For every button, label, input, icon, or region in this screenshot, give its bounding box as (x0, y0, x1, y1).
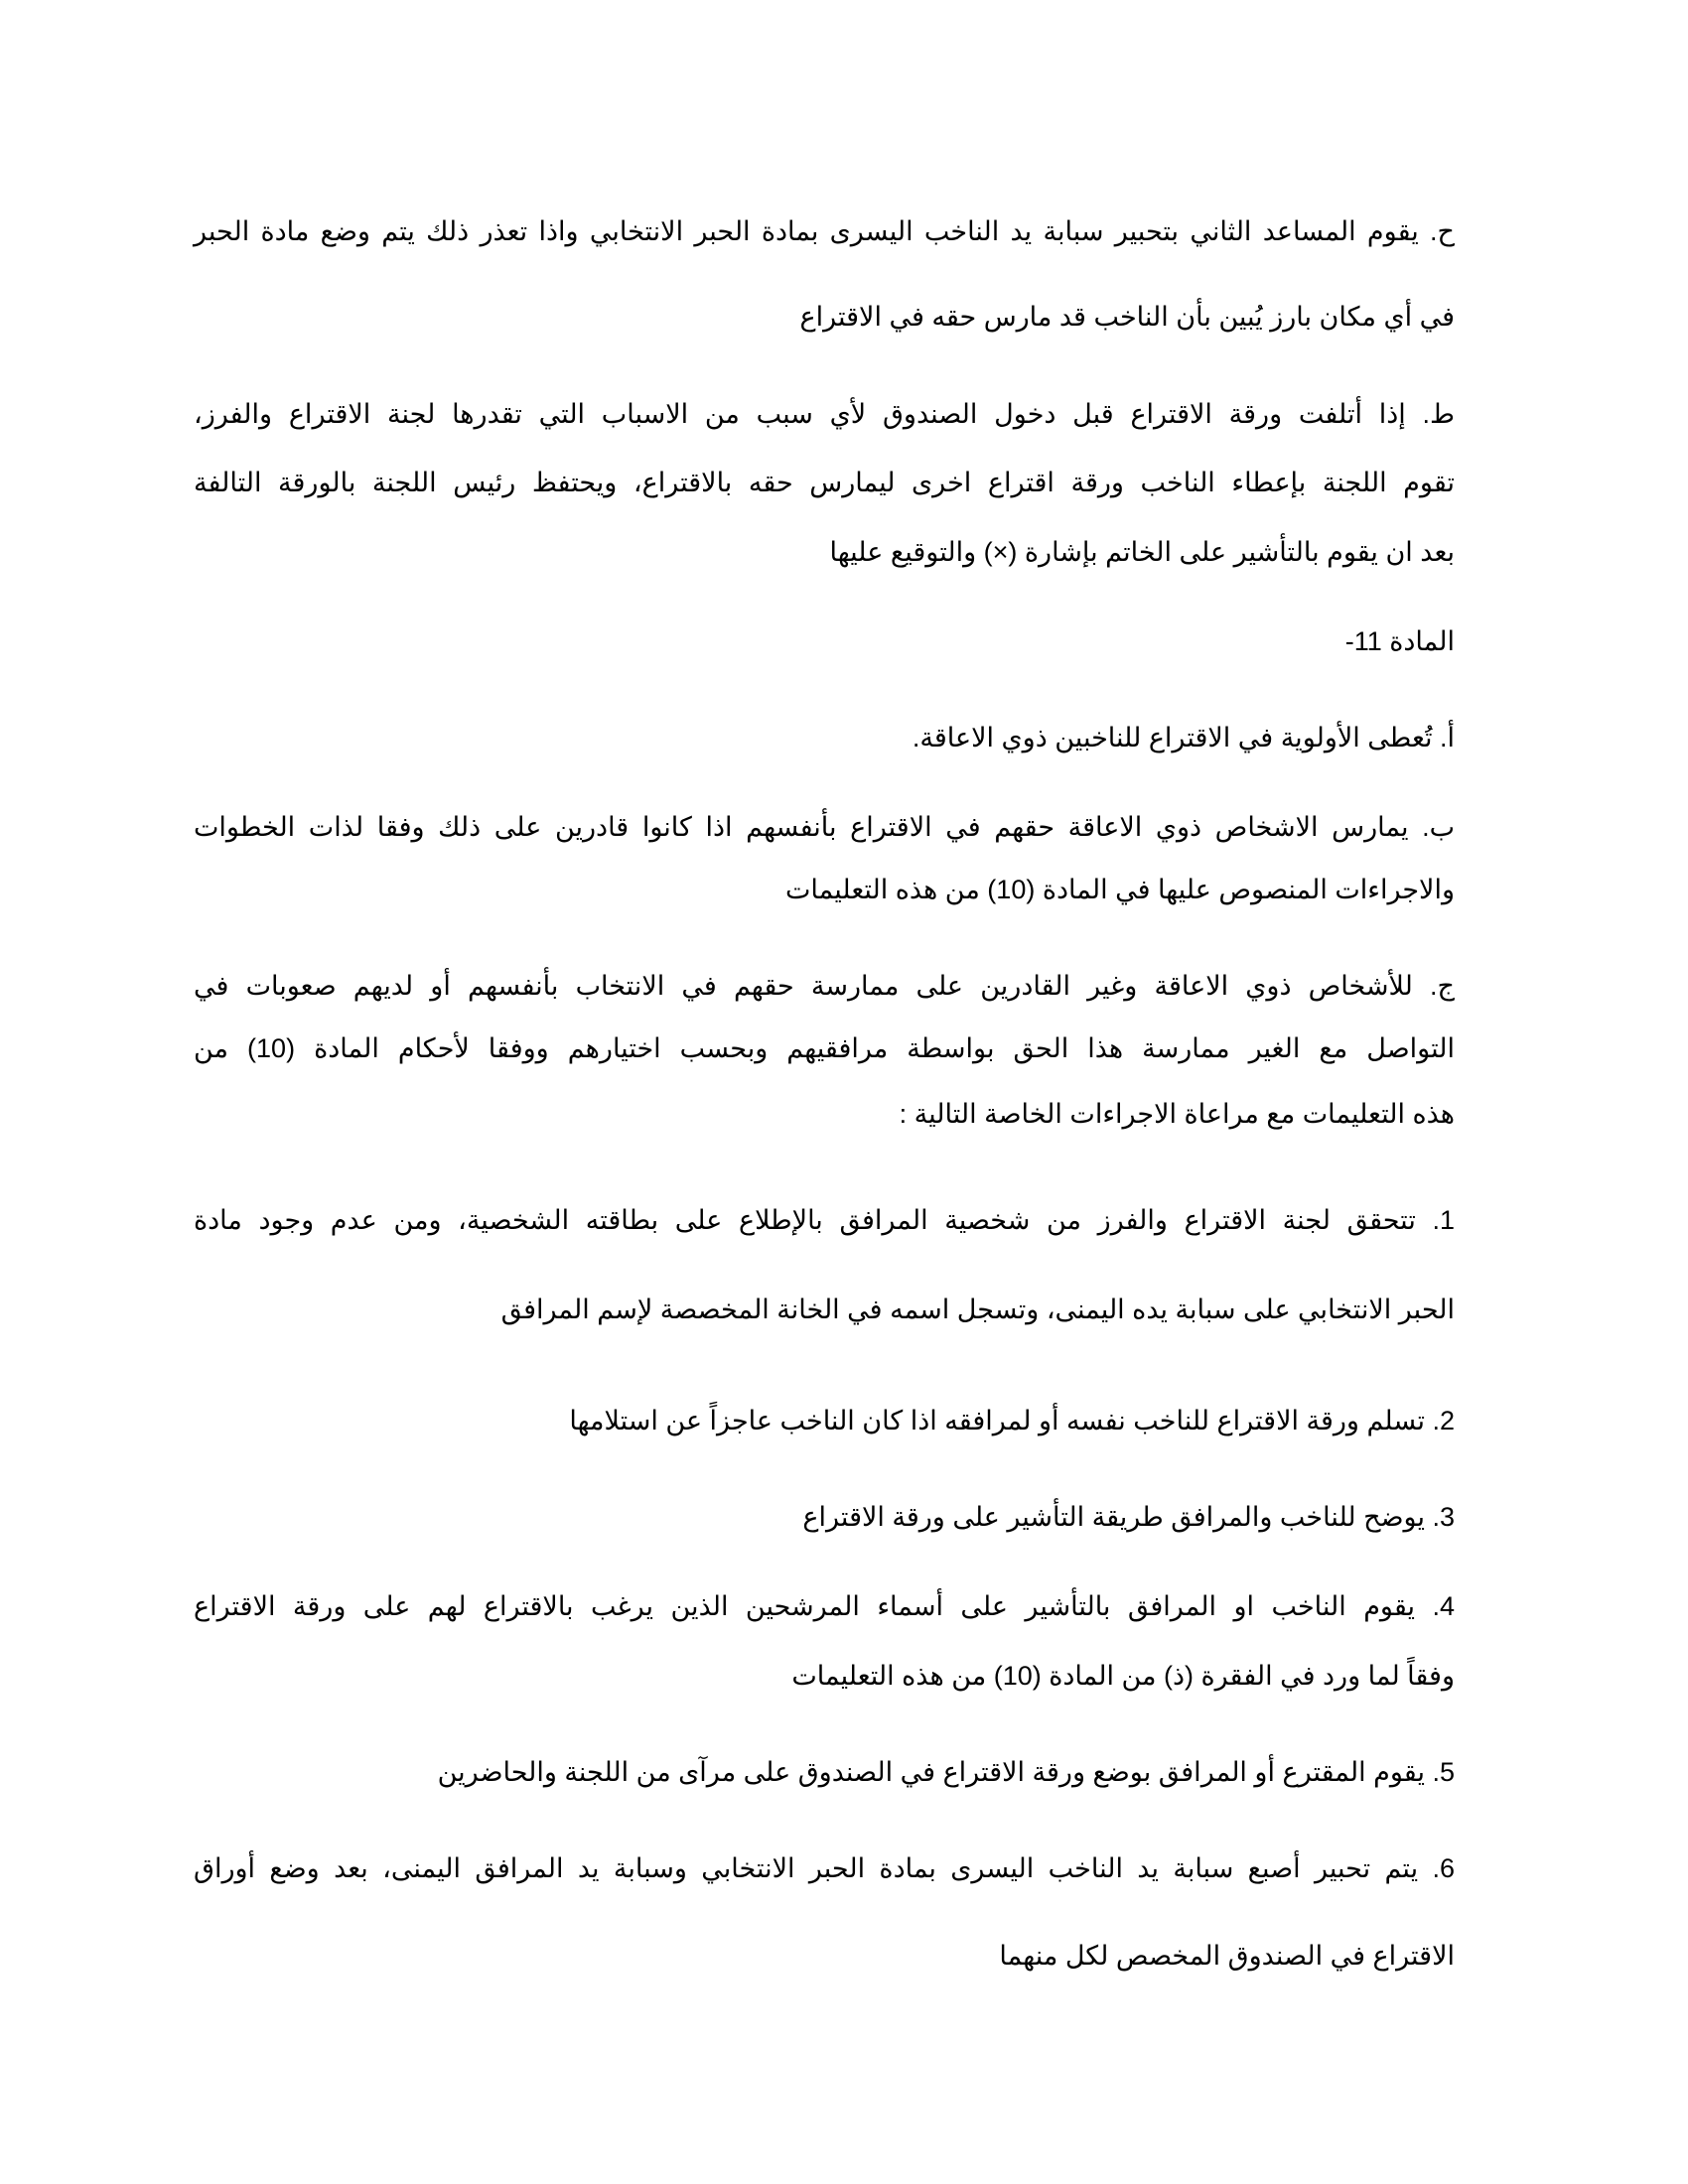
clause-h-line-1: ح. يقوم المساعد الثاني بتحبير سبابة يد الناخب اليسرى بمادة الحبر الانتخابي واذا تعذر ذلك يتم وضع مادة الحبر (194, 216, 1455, 246)
clause-h-line-2: في أي مكان بارز يُبين بأن الناخب قد مارس حقه في الاقتراع (799, 302, 1455, 332)
item-6-line-2: الاقتراع في الصندوق المخصص لكل منهما (999, 1941, 1455, 1971)
clause-j-line-1: ج. للأشخاص ذوي الاعاقة وغير القادرين على ممارسة حقهم في الانتخاب بأنفسهم أو لديهم صعوبات في (194, 971, 1455, 1001)
item-1-line-1: 1. تتحقق لجنة الاقتراع والفرز من شخصية المرافق بالإطلاع على بطاقته الشخصية، ومن عدم وجود مادة (194, 1205, 1455, 1235)
clause-t-line-1: ط. إذا أتلفت ورقة الاقتراع قبل دخول الصندوق لأي سبب من الاسباب التي تقدرها لجنة الاقتراع والفرز، (194, 399, 1455, 429)
clause-a: أ. تُعطى الأولوية في الاقتراع للناخبين ذوي الاعاقة. (912, 723, 1455, 752)
item-1-line-2: الحبر الانتخابي على سبابة يده اليمنى، وتسجل اسمه في الخانة المخصصة لإسم المرافق (500, 1295, 1455, 1324)
item-4-line-2: وفقاً لما ورد في الفقرة (ذ) من المادة (10) من هذه التعليمات (791, 1661, 1455, 1691)
item-3: 3. يوضح للناخب والمرافق طريقة التأشير على ورقة الاقتراع (802, 1502, 1455, 1532)
item-6-line-1: 6. يتم تحبير أصبع سبابة يد الناخب اليسرى بمادة الحبر الانتخابي وسبابة يد المرافق اليمنى، بعد وضع أوراق (194, 1853, 1455, 1883)
clause-b-line-1: ب. يمارس الاشخاص ذوي الاعاقة حقهم في الاقتراع بأنفسهم اذا كانوا قادرين على ذلك وفقا لذات الخطوات (194, 812, 1455, 842)
clause-b-line-2: والاجراءات المنصوص عليها في المادة (10) من هذه التعليمات (784, 875, 1455, 904)
clause-t-line-2: تقوم اللجنة بإعطاء الناخب ورقة اقتراع اخرى ليمارس حقه بالاقتراع، ويحتفظ رئيس اللجنة بالورقة التالفة (194, 468, 1455, 497)
clause-j-line-2: التواصل مع الغير ممارسة هذا الحق بواسطة مرافقيهم وبحسب اختيارهم ووفقا لأحكام المادة (10) من (194, 1033, 1455, 1063)
item-4-line-1: 4. يقوم الناخب او المرافق بالتأشير على أسماء المرشحين الذين يرغب بالاقتراع لهم على ورقة الاقتراع (194, 1591, 1455, 1621)
item-2: 2. تسلم ورقة الاقتراع للناخب نفسه أو لمرافقه اذا كان الناخب عاجزاً عن استلامها (569, 1406, 1455, 1435)
clause-t-line-3: بعد ان يقوم بالتأشير على الخاتم بإشارة (×) والتوقيع عليها (829, 537, 1455, 567)
clause-j-line-3: هذه التعليمات مع مراعاة الاجراءات الخاصة التالية : (899, 1099, 1455, 1129)
article-11-heading: المادة 11- (1344, 626, 1455, 656)
item-5: 5. يقوم المقترع أو المرافق بوضع ورقة الاقتراع في الصندوق على مرآى من اللجنة والحاضرين (437, 1757, 1455, 1787)
